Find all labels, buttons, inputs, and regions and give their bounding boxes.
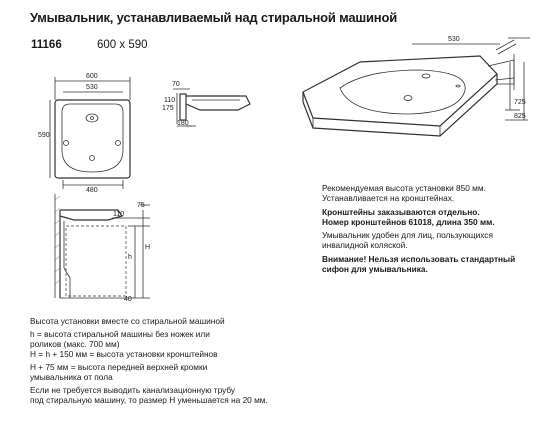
dim-40: 40 xyxy=(124,296,132,303)
dim-h: h xyxy=(128,254,132,261)
note-brackets-number: Номер кронштейнов 61018, длина 350 мм. xyxy=(322,217,495,227)
product-size: 600 x 590 xyxy=(97,39,148,51)
note-H-definition: H = h + 150 мм = высота установки кронштейнов xyxy=(30,349,218,359)
note-brackets-mount: Устанавливается на кронштейнах. xyxy=(322,193,455,203)
dim-590: 590 xyxy=(38,132,50,139)
dim-530-iso: 530 xyxy=(448,36,460,43)
dim-H: H xyxy=(145,244,151,251)
note-drain-2: под стиральную машину, то размер H уменьшается на 20 мм. xyxy=(30,395,268,405)
product-code: 11166 xyxy=(31,39,62,51)
note-warning-2: сифон для умывальника. xyxy=(322,264,428,274)
page-title: Умывальник, устанавливаемый над стиральной машиной xyxy=(30,10,397,25)
note-drain: Если не требуется выводить канализационную трубу xyxy=(30,385,236,395)
note-H75-definition: H + 75 мм = высота передней верхней кромки xyxy=(30,362,208,372)
note-recommended-height: Рекомендуемая высота установки 850 мм. xyxy=(322,183,486,193)
dim-825: 825 xyxy=(514,113,526,120)
dim-110: 110 xyxy=(164,97,176,104)
note-install-height: Высота установки вместе со стиральной машиной xyxy=(30,316,225,326)
note-h-definition: h = высота стиральной машины без ножек или xyxy=(30,329,210,339)
dim-180: 180 xyxy=(177,120,189,127)
note-wheelchair-2: инвалидной коляской. xyxy=(322,240,408,250)
dim-110-install: 110 xyxy=(113,211,125,218)
note-H75-definition-2: умывальника от пола xyxy=(30,372,113,382)
dim-75: 75 xyxy=(137,202,145,209)
note-brackets-order: Кронштейны заказываются отдельно. xyxy=(322,207,480,217)
dim-725: 725 xyxy=(514,99,526,106)
dim-530: 530 xyxy=(86,84,98,91)
notes-left xyxy=(30,316,350,405)
dim-600: 600 xyxy=(86,73,98,80)
dim-175: 175 xyxy=(162,105,174,112)
notes-right xyxy=(322,183,547,274)
note-warning: Внимание! Нельзя использовать стандартный xyxy=(322,254,516,264)
note-wheelchair: Умывальник удобен для лиц, пользующихся xyxy=(322,230,493,240)
dim-480: 480 xyxy=(86,187,98,194)
dim-70: 70 xyxy=(172,81,180,88)
note-h-definition-2: роликов (макс. 700 мм) xyxy=(30,339,120,349)
